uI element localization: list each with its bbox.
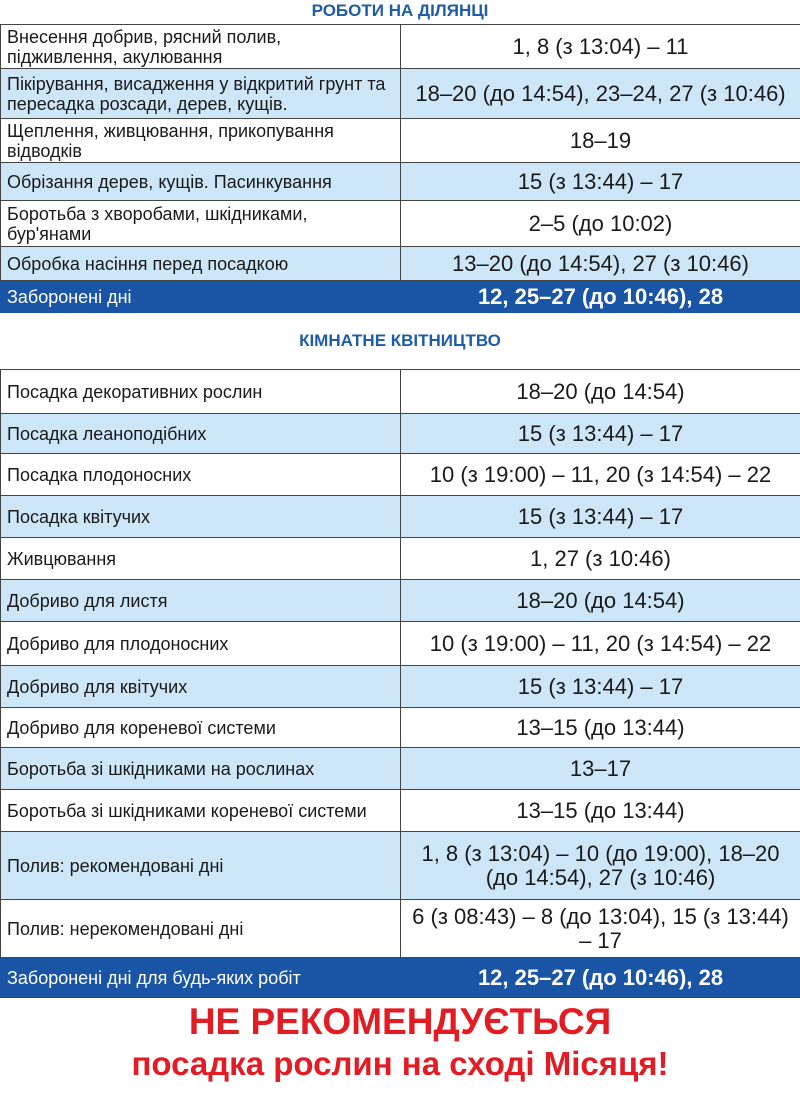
task-label: Посадка плодоносних [1, 454, 401, 496]
forbidden-days: 12, 25–27 (до 10:46), 28 [401, 281, 800, 313]
table-row [1, 580, 800, 622]
table-row [1, 69, 800, 119]
task-days: 1, 8 (з 13:04) – 10 (до 19:00), 18–20 (до 14:54), 27 (з 10:46) [401, 832, 800, 900]
table-row [1, 666, 800, 708]
task-days: 15 (з 13:44) – 17 [401, 414, 800, 454]
forbidden-days: 12, 25–27 (до 10:46), 28 [401, 958, 800, 998]
table-row [1, 119, 800, 163]
table-row [1, 832, 800, 900]
task-label: Боротьба зі шкідниками кореневої системи [1, 790, 401, 832]
section-title-indoor: КІМНАТНЕ КВІТНИЦТВО [299, 331, 501, 350]
table-row [1, 370, 800, 414]
task-days: 18–20 (до 14:54) [401, 370, 800, 414]
task-label: Щеплення, живцювання, прикопування відводків [1, 119, 401, 163]
task-days: 15 (з 13:44) – 17 [401, 496, 800, 538]
task-label: Боротьба з хворобами, шкідниками, бур'янами [1, 201, 401, 247]
task-label: Посадка леаноподібних [1, 414, 401, 454]
task-label: Внесення добрив, рясний полив, підживлення, акулювання [1, 25, 401, 69]
table-row [1, 496, 800, 538]
task-days: 18–20 (до 14:54) [401, 580, 800, 622]
task-label: Обрізання дерев, кущів. Пасинкування [1, 163, 401, 201]
task-label: Посадка квітучих [1, 496, 401, 538]
task-days: 1, 8 (з 13:04) – 11 [401, 25, 800, 69]
task-days: 13–20 (до 14:54), 27 (з 10:46) [401, 247, 800, 281]
task-days: 15 (з 13:44) – 17 [401, 666, 800, 708]
task-days: 13–17 [401, 748, 800, 790]
section-title-garden: РОБОТИ НА ДІЛЯНЦІ [311, 1, 489, 20]
table-row [1, 748, 800, 790]
garden-works-table [0, 24, 800, 313]
forbidden-days-row [1, 281, 800, 313]
task-label: Добриво для квітучих [1, 666, 401, 708]
task-days: 10 (з 19:00) – 11, 20 (з 14:54) – 22 [401, 622, 800, 666]
task-label: Обробка насіння перед посадкою [1, 247, 401, 281]
forbidden-label: Заборонені дні для будь-яких робіт [1, 958, 401, 998]
table-row [1, 454, 800, 496]
table-row [1, 247, 800, 281]
task-label: Добриво для кореневої системи [1, 708, 401, 748]
forbidden-label: Заборонені дні [1, 281, 401, 313]
task-days: 15 (з 13:44) – 17 [401, 163, 800, 201]
task-label: Боротьба зі шкідниками на рослинах [1, 748, 401, 790]
warning-block [0, 1000, 800, 1084]
forbidden-days-row [1, 958, 800, 998]
table-row [1, 201, 800, 247]
task-days: 13–15 (до 13:44) [401, 790, 800, 832]
indoor-flowers-table [0, 369, 800, 998]
task-label: Посадка декоративних рослин [1, 370, 401, 414]
task-days: 10 (з 19:00) – 11, 20 (з 14:54) – 22 [401, 454, 800, 496]
task-label: Добриво для плодоносних [1, 622, 401, 666]
table-row [1, 708, 800, 748]
table-row [1, 790, 800, 832]
table-row [1, 538, 800, 580]
table-row [1, 25, 800, 69]
task-label: Живцювання [1, 538, 401, 580]
table-row [1, 622, 800, 666]
task-label: Пікірування, висадження у відкритий грунт та пересадка розсади, дерев, кущів. [1, 69, 401, 119]
warning-line-1: НЕ РЕКОМЕНДУЄТЬСЯ [188, 1001, 612, 1042]
warning-line-2: посадка рослин на сході Місяця! [131, 1045, 669, 1082]
table-row [1, 163, 800, 201]
table-row [1, 414, 800, 454]
task-days: 1, 27 (з 10:46) [401, 538, 800, 580]
task-days: 6 (з 08:43) – 8 (до 13:04), 15 (з 13:44) – 17 [401, 900, 800, 958]
task-days: 2–5 (до 10:02) [401, 201, 800, 247]
task-days: 18–19 [401, 119, 800, 163]
task-days: 13–15 (до 13:44) [401, 708, 800, 748]
task-days: 18–20 (до 14:54), 23–24, 27 (з 10:46) [401, 69, 800, 119]
task-label: Полив: нерекомендовані дні [1, 900, 401, 958]
table-row [1, 900, 800, 958]
task-label: Добриво для листя [1, 580, 401, 622]
task-label: Полив: рекомендовані дні [1, 832, 401, 900]
